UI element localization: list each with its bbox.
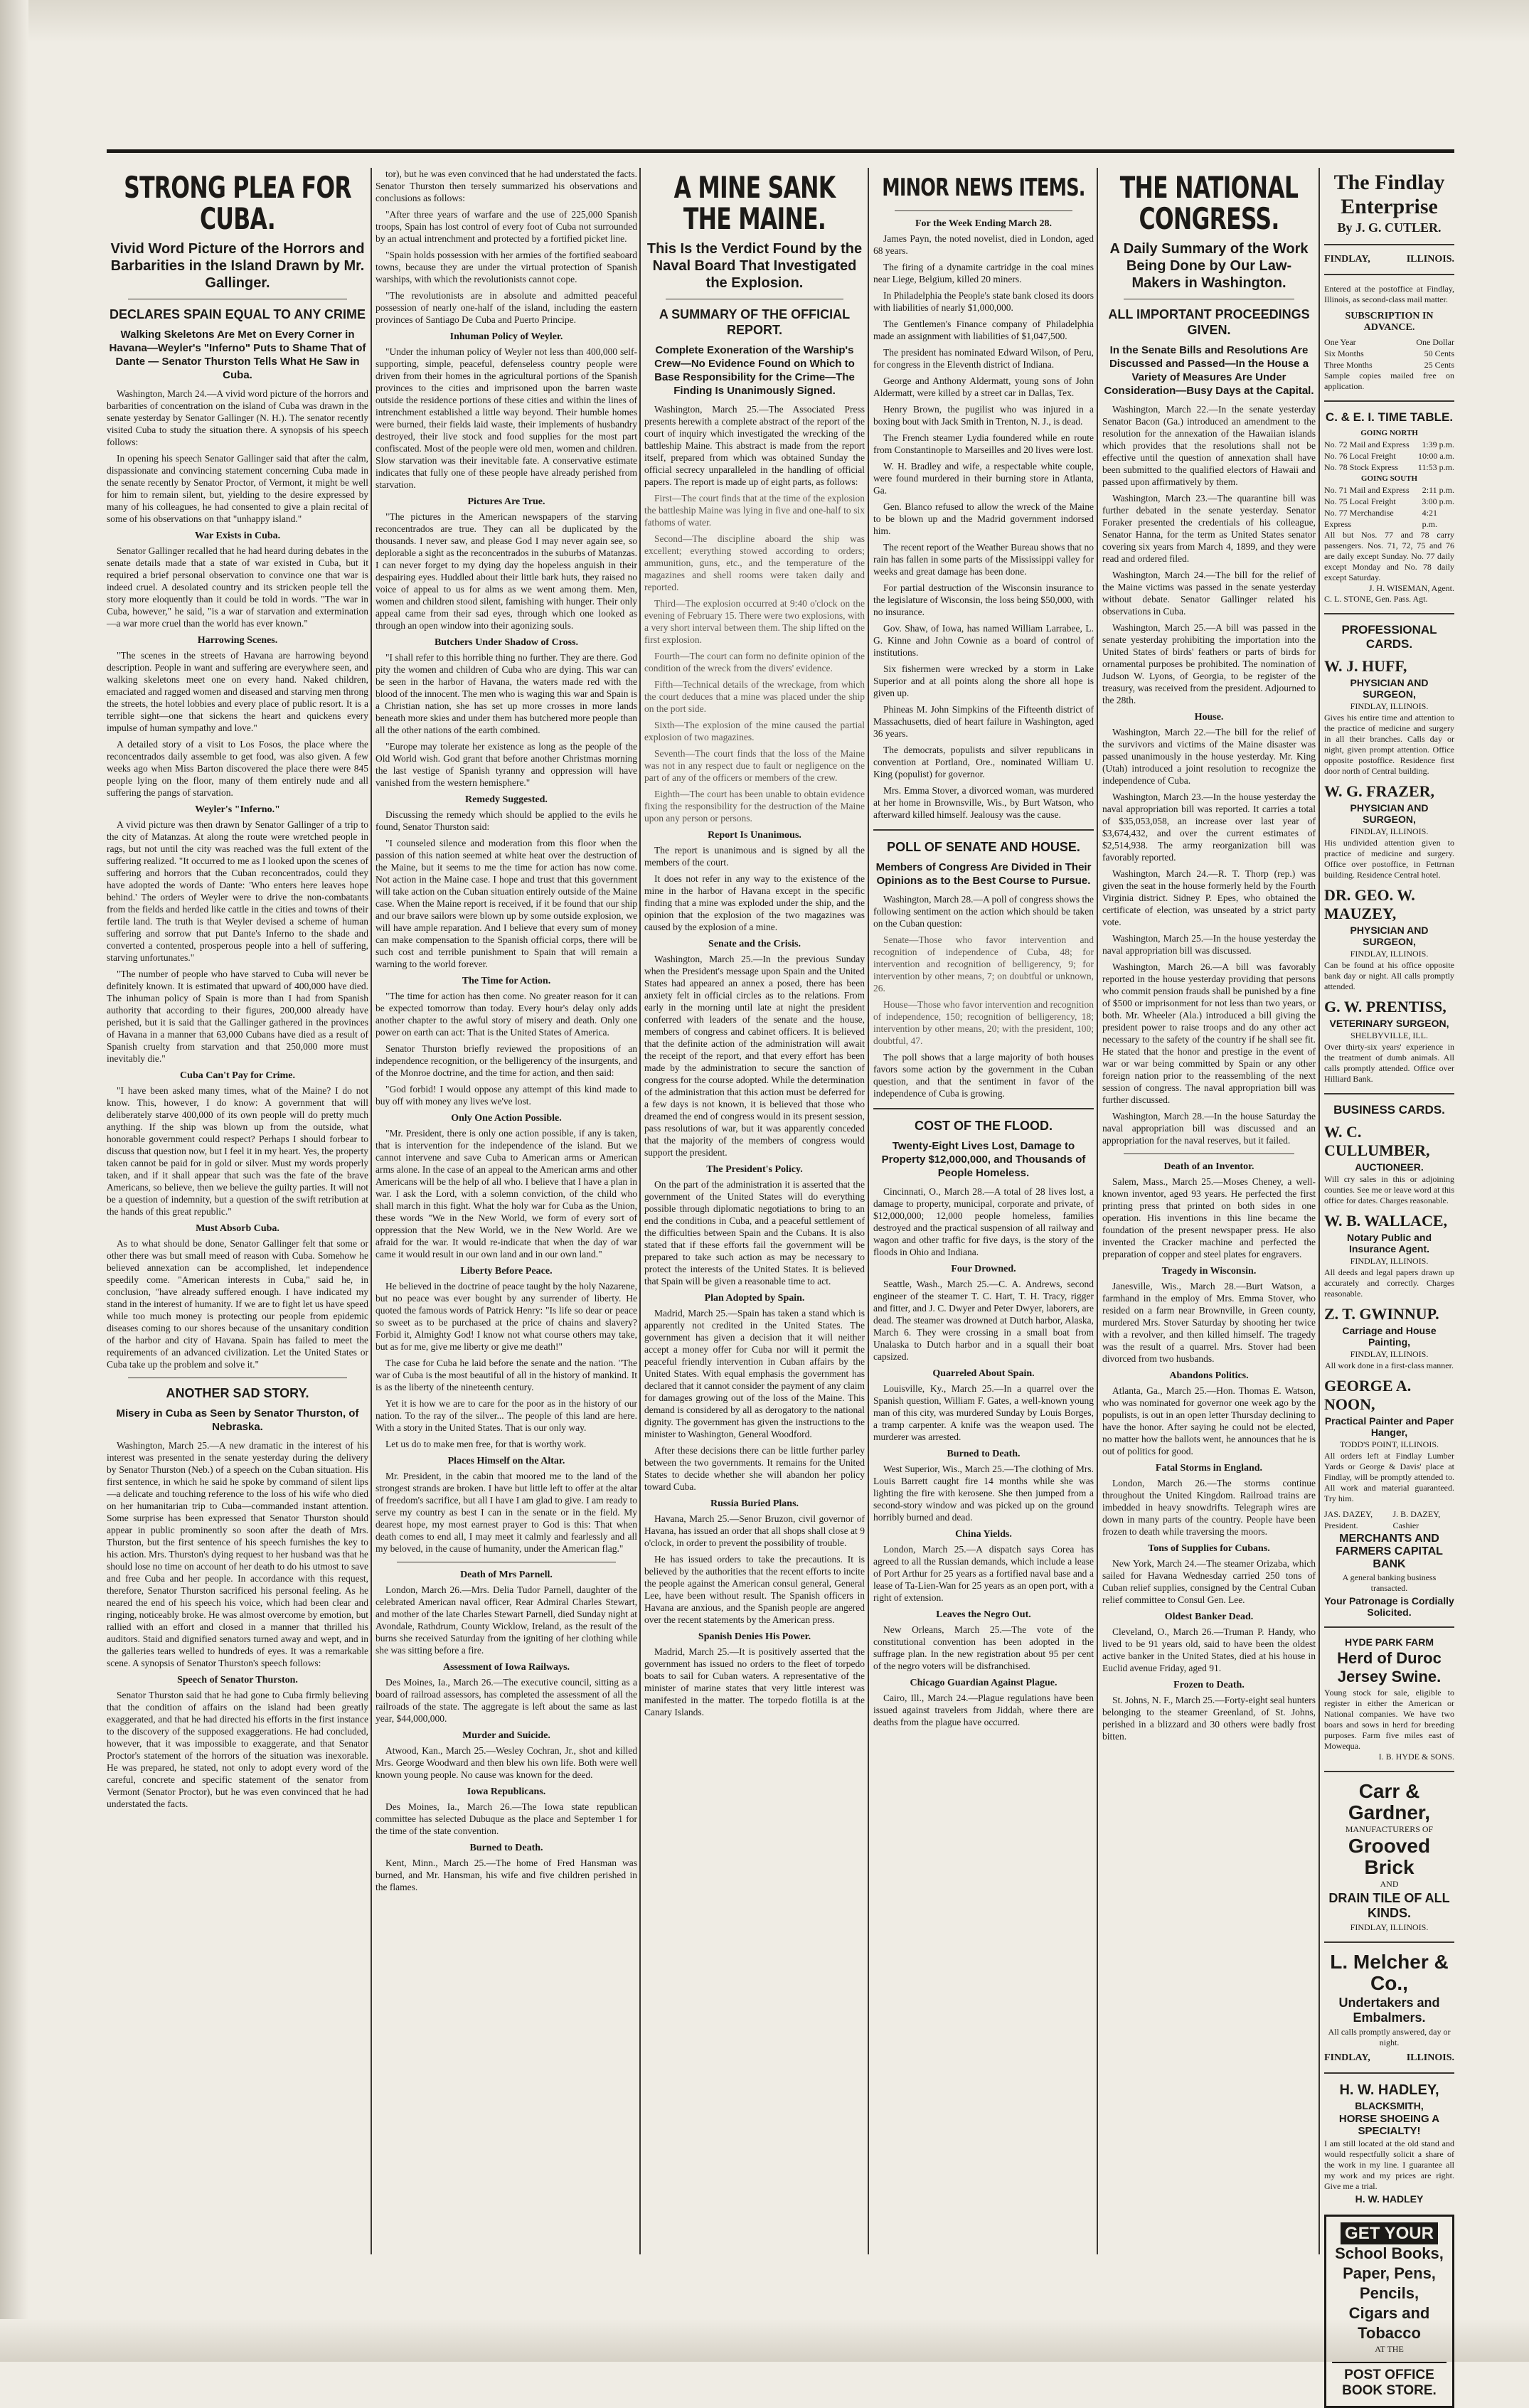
subhead: A SUMMARY OF THE OFFICIAL REPORT.: [659, 307, 851, 337]
table-row: [1324, 450, 1454, 462]
paragraph: In Philadelphia the People's state bank closed its doors with liabilities of nearly $1,000,000.: [873, 290, 1094, 313]
paragraph: Janesville, Wis., March 28.—Burt Watson, a farmhand in the employ of Mrs. Emma Stover, who resided on a farm near Brownville, in Green county, murdered Mrs. Stover Saturday by shooting her twice with a revolver, and then killed himself. The tragedy was the result of a quarrel. Mrs. Stover had been divorced from two husbands.: [1102, 1281, 1316, 1364]
column-cuba-gallinger: [107, 168, 368, 2254]
paragraph: The case for Cuba he laid before the senate and the nation. "The war of Cuba is the most beautiful of all in the history of mankind. It is as the liberty of the nineteenth century.: [375, 1358, 637, 1392]
card-text: Over thirty-six years' experience in the treatment of dumb animals. All calls promptly attended. Office over Hilliard Bank.: [1324, 1042, 1454, 1084]
paragraph: Cincinnati, O., March 28.—A total of 28 lives lost, a damage to property, municipal, corporate and private, of $12,000,000; 12,000 people homeless, families destroyed and the practical suspension of all railway and wagon and other traffic for five days, is the story of the floods in Ohio and Indiana.: [873, 1186, 1094, 1257]
paragraph: Eighth—The court has been unable to obtain evidence fixing the responsibility for the destruction of the Maine upon any person or persons.: [644, 789, 865, 824]
table-row: [1324, 484, 1454, 496]
divider: [1324, 244, 1454, 245]
melcher-location: [1324, 2052, 1454, 2064]
card-text: All orders left at Findlay Lumber Yards or George & Davis' place at Findlay, will be promptly attended to. All work and material guaranteed. Try him.: [1324, 1451, 1454, 1503]
deck: A Daily Summary of the Work Being Done by Our Law-Makers in Washington.: [1109, 241, 1309, 291]
card-name: GEORGE A. NOON,: [1324, 1377, 1412, 1413]
hadley-title: BLACKSMITH,: [1355, 2100, 1424, 2111]
headline: MINOR NEWS ITEMS.: [882, 174, 1085, 202]
paragraph: Senator Thurston briefly reviewed the propositions of an independence recognition, or the belligerency of the insurgents, and of the Monroe doctrine, and the time for action, and then said:: [375, 1043, 637, 1078]
table-row: [1324, 348, 1454, 359]
crosshead: Tragedy in Wisconsin.: [1161, 1266, 1257, 1277]
crosshead: Russia Buried Plans.: [710, 1498, 799, 1509]
hadley-text: I am still located at the old stand and would respectfully solicit a share of the work in my line. I guarantee all my work and my prices are right. Give me a trial.: [1324, 2138, 1454, 2191]
headline: A MINE SANK THE MAINE.: [673, 170, 836, 236]
row-value: One Dollar: [1416, 337, 1454, 347]
card-town: FINDLAY, ILLINOIS.: [1350, 1256, 1429, 1266]
paragraph: Third—The explosion occurred at 9:40 o'clock on the evening of February 15. There were two explosions, with a very short interval between them. The ship lifted on the first explosion.: [644, 598, 865, 645]
table-row: [1324, 507, 1454, 530]
masthead-title: The Findlay Enterprise: [1333, 171, 1445, 218]
crosshead: Only One Action Possible.: [451, 1113, 562, 1124]
row-label: No. 77 Merchandise Express: [1324, 508, 1394, 529]
card-title: PHYSICIAN AND SURGEON,: [1350, 925, 1429, 947]
top-rule: [107, 149, 1454, 153]
paragraph: New York, March 24.—The steamer Orizaba, which sailed for Havana Wednesday carried 250 tons of Cuban relief supplies, consigned by the Central Cuban relief committee to Consul Gen. Lee.: [1102, 1558, 1316, 1605]
divider: [1324, 1771, 1454, 1772]
row-value: 25 Cents: [1424, 360, 1454, 370]
carr-drain-tile: DRAIN TILE OF ALL KINDS.: [1328, 1891, 1450, 1920]
paragraph: Gov. Shaw, of Iowa, has named William Larrabee, L. G. Kinne and John Cownie as a board of control of institutions.: [873, 623, 1094, 658]
melcher-town: FINDLAY,: [1324, 2052, 1370, 2063]
crosshead: Remedy Suggested.: [465, 794, 548, 805]
column-maine-report: [644, 168, 865, 2254]
business-cards-heading: BUSINESS CARDS.: [1333, 1103, 1445, 1117]
ad-lines: [1332, 2244, 1447, 2343]
row-label: Three Months: [1324, 360, 1373, 370]
crosshead: War Exists in Cuba.: [194, 531, 281, 541]
bank-cashier: J. B. DAZEY, Cashier: [1392, 1509, 1441, 1530]
paragraph: James Payn, the noted novelist, died in London, aged 68 years.: [873, 233, 1094, 256]
paragraph: Washington, March 22.—The bill for the relief of the survivors and victims of the Maine disaster was passed unanimously in the house yesterday. Mr. King (Utah) introduced a joint resolution to recognize the independence of Cuba.: [1102, 727, 1316, 786]
card-text: Will cry sales in this or adjoining counties. See me or leave word at this office for dates. Charges reasonable.: [1324, 1174, 1454, 1205]
card-title: PHYSICIAN AND SURGEON,: [1350, 677, 1429, 700]
paragraph: Washington, March 28.—In the house Saturday the naval appropriation bill was discussed and an appropriation for the naval reserves, but it failed.: [1102, 1111, 1316, 1146]
crosshead: Oldest Banker Dead.: [1164, 1611, 1254, 1622]
row-label: No. 76 Local Freight: [1324, 451, 1396, 461]
paragraph: Madrid, March 25.—Spain has taken a stand which is apparently not credited in the United States. The government has given a decision that it will neither accept a money offer for Cuba nor will it permit the peaceful friendly intervention in Cuban affairs by the United States. With equal emphasis the government has declared that it cannot consider the payment of any claim for damages growing out of the loss of the Maine. This demand is considered by all as derogatory to the national dignity. The government has given the instructions to the minister to Washington, General Woodford.: [644, 1308, 865, 1439]
timetable-south-label: GOING SOUTH: [1360, 474, 1418, 483]
paragraph: Discussing the remedy which should be applied to the evils he found, Senator Thurston said:: [375, 809, 637, 832]
headline: STRONG PLEA FOR CUBA.: [124, 170, 351, 236]
row-label: No. 75 Local Freight: [1324, 496, 1396, 506]
card-title: Carriage and House Painting,: [1342, 1325, 1437, 1348]
crosshead: Senate and the Crisis.: [708, 939, 801, 949]
paragraph: A vivid picture was then drawn by Senator Gallinger of a trip to the city of Matanzas. At along the route were wretched people in rags, but not until the city was reached was the full extent of the suffering realized. "It occurred to me as I looked upon the scenes of suffering and horrors that the Cuban reconcentrados, could they have adopted the words of Dante: 'Who enters here leaves hope behind.' The orders of Weyler were to drive the non-combatants from the fields and herded like cattle in the cities and towns of their fertile land. The truth is that Weyler devised a scheme of human suffering and sorrow that put Dante's Inferno to the shade and converted a contented, prosperous people into a hell of suffering, starving unfortunates.": [107, 819, 368, 963]
crosshead: Report Is Unanimous.: [708, 830, 801, 841]
card-name: W. C. CULLUMBER,: [1324, 1123, 1430, 1159]
crosshead: House.: [1194, 712, 1224, 723]
paragraph: The report is unanimous and is signed by all the members of the court.: [644, 845, 865, 868]
paragraph: "God forbid! I would oppose any attempt of this kind made to buy off with money any lives we've lost.: [375, 1084, 637, 1107]
paragraph: Yet it is how we are to care for the poor as in the history of our nation. To the ray of the silver... The people of this land are here. With a story in the United States. That is our only way.: [375, 1398, 637, 1433]
row-value: 4:21 p.m.: [1422, 508, 1437, 529]
bank-president: JAS. DAZEY, President.: [1324, 1509, 1373, 1530]
ad-line: Cigars and Tobacco: [1348, 2304, 1430, 2342]
subdeck: Misery in Cuba as Seen by Senator Thurston, of Nebraska.: [116, 1407, 359, 1433]
crosshead: Leaves the Negro Out.: [936, 1609, 1031, 1620]
scan-shadow-top: [0, 0, 1529, 43]
ad-line: Paper, Pens, Pencils,: [1343, 2264, 1436, 2302]
crosshead: Burned to Death.: [947, 1449, 1021, 1459]
column-rule: [868, 168, 869, 2254]
subdeck: Walking Skeletons Are Met on Every Corner in Havana—Weyler's "Inferno" Puts to Shame That of Dante — Senator Thurston Tells What He Saw in Cuba.: [109, 329, 366, 381]
card-name: W. J. HUFF,: [1324, 657, 1407, 675]
column-national-congress: [1102, 168, 1316, 2254]
crosshead: Burned to Death.: [469, 1843, 543, 1853]
card-title: VETERINARY SURGEON,: [1329, 1018, 1449, 1029]
divider: [1324, 400, 1454, 402]
table-row: [1324, 336, 1454, 348]
paragraph: Washington, March 23.—In the house yesterday the naval appropriation bill was reported. It carries a total of $35,053,058, an increase over last year of $3,674,432, and over the current estimates of $2,514,938. The army reorganization bill was favorably reported.: [1102, 792, 1316, 863]
paragraph: He believed in the doctrine of peace taught by the holy Nazarene, but no peace was ever bought by any surrender of liberty. He quoted the famous words of Patrick Henry: "Is life so dear or peace so sweet as to be purchased at the price of chains and slavery? Forbid it, Almighty God! I know not what course others may take, but as for me, give me liberty or give me death!": [375, 1281, 637, 1352]
paragraph: W. H. Bradley and wife, a respectable white couple, were found murdered in their burning store in Atlanta, Ga.: [873, 461, 1094, 496]
crosshead: Liberty Before Peace.: [460, 1266, 553, 1277]
bank-officers: [1324, 1508, 1454, 1531]
melcher-state: ILLINOIS.: [1406, 2052, 1454, 2063]
column-rule: [1318, 168, 1320, 2254]
paragraph: After these decisions there can be little further parley between the two governments. It remains for the United States to decide whether she will abandon her policy toward Cuba.: [644, 1445, 865, 1492]
paragraph: Atwood, Kan., March 25.—Wesley Cochran, Jr., shot and killed Mrs. George Woodward and then blew his own life. Both were well known young people. No cause was known for the deed.: [375, 1745, 637, 1780]
card-title: AUCTIONEER.: [1355, 1161, 1424, 1173]
masthead-town: FINDLAY,: [1324, 254, 1370, 265]
masthead-state: ILLINOIS.: [1406, 254, 1454, 265]
paragraph: A detailed story of a visit to Los Fosos, the place where the reconcentrados daily assemble to get food, was also given. A few weeks ago when Miss Barton discovered the place there were 845 people lying on the floor, many of them entirely nude and all suffering the pangs of starvation.: [107, 739, 368, 798]
paragraph: "Europe may tolerate her existence as long as the people of the Old World wish. God grant that before another Christmas morning the last vestige of Spanish tyranny and oppression will have vanished from the western hemisphere.": [375, 741, 637, 788]
subscription-rates: [1324, 336, 1454, 371]
ad-at: AT THE: [1375, 2344, 1404, 2354]
subdeck: In the Senate Bills and Resolutions Are Discussed and Passed—In the House a Variety of Measures Are Under Consideration—Busy Days at the Capital.: [1104, 344, 1314, 397]
paragraph: It does not refer in any way to the existence of the mine in the harbor of Havana except in the specific finding that a mine was exploded under the ship, and the opinion that the explosion of the two magazines was caused by the explosion of a mine.: [644, 873, 865, 932]
card-text: All deeds and legal papers drawn up accurately and correctly. Charges reasonable.: [1324, 1267, 1454, 1299]
paragraph: London, March 26.—Mrs. Delia Tudor Parnell, daughter of the celebrated American naval officer, Rear Admiral Charles Stewart, and mother of the late Charles Stewart Parnell, died Sunday night at Avondale, Rathdrum, County Wicklow, Ireland, as the result of the burns she received Saturday from the igniting of her clothing while she was sitting before a fire.: [375, 1584, 637, 1656]
paragraph: "The number of people who have starved to Cuba will never be definitely known. It is estimated that upward of 400,000 have died. The inhuman policy of Spain is more than I had from Spanish authority that according to their figures, 200,000 already have perished, but it is said that the Gallinger gathered in the provinces of Havana in a manner that 63,000 Cubans have died as a result of Spanish cruelty from starvation and that 250,000 more must inevitably die.": [107, 969, 368, 1064]
crosshead: Harrowing Scenes.: [197, 635, 278, 646]
paragraph: The poll shows that a large majority of both houses favors some action by the government in the Cuban question, and that the sentiment in favor of the independence of Cuba is growing.: [873, 1052, 1094, 1099]
crosshead: Plan Adopted by Spain.: [704, 1293, 805, 1304]
row-value: 50 Cents: [1424, 348, 1454, 358]
subdeck: Complete Exoneration of the Warship's Crew—No Evidence Found on Which to Base Responsibility for the Crime—The Finding Is Unanimously Signed.: [654, 344, 855, 397]
divider: [873, 829, 1094, 831]
ad-line: School Books,: [1335, 2244, 1444, 2262]
paragraph: Henry Brown, the pugilist who was injured in a boxing bout with Jack Smith in Trenton, N. J., is dead.: [873, 404, 1094, 427]
farm-signature: I. B. HYDE & SONS.: [1378, 1752, 1454, 1762]
crosshead: Death of Mrs Parnell.: [460, 1570, 553, 1580]
paragraph: Washington, March 24.—A vivid word picture of the horrors and barbarities of concentration on the island of Cuba was drawn in the senate yesterday by Senator Gallinger (N. H.). The senator recently visited Cuba to study the situation there. A synopsis of his speech follows:: [107, 388, 368, 447]
subhead: DECLARES SPAIN EQUAL TO ANY CRIME: [109, 307, 366, 321]
paragraph: Kent, Minn., March 25.—The home of Fred Hansman was burned, and Mr. Hansman, his wife and five children perished in the flames.: [375, 1858, 637, 1892]
card-title: Notary Public and Insurance Agent.: [1346, 1232, 1432, 1254]
paragraph: Havana, March 25.—Senor Bruzon, civil governor of Havana, has issued an order that all shops shall close at 9 o'clock, in order to prevent the possibility of trouble.: [644, 1513, 865, 1548]
ad-lead: GET YOUR: [1341, 2222, 1438, 2244]
paragraph: Sixth—The explosion of the mine caused the partial explosion of two magazines.: [644, 720, 865, 742]
row-value: 1:39 p.m.: [1422, 439, 1454, 449]
carr-mfg: MANUFACTURERS OF: [1345, 1824, 1434, 1834]
row-value: 10:00 a.m.: [1418, 451, 1454, 461]
paragraph: Washington, March 28.—A poll of congress shows the following sentiment on the action which should be taken on the Cuban question:: [873, 894, 1094, 929]
bank-name: MERCHANTS AND FARMERS CAPITAL BANK: [1336, 1533, 1443, 1570]
paragraph: The recent report of the Weather Bureau shows that no rain has fallen in some parts of the Mississippi valley for weeks and great damage has been done.: [873, 542, 1094, 577]
crosshead: Places Himself on the Altar.: [447, 1456, 565, 1466]
professional-cards-heading: PROFESSIONAL CARDS.: [1341, 623, 1437, 651]
hadley-name: H. W. HADLEY,: [1339, 2082, 1439, 2098]
farm-text: Young stock for sale, eligible to register in either the American or National companies. We have two boars and sows in herd for breeding purposes. Farm five miles east of Mowequa.: [1324, 1688, 1454, 1751]
card-text: His undivided attention given to practice of medicine and surgery. Office over postoffice, in Fettrnan building. Residence Central hotel.: [1324, 838, 1454, 880]
paragraph: Washington, March 25.—The Associated Press presents herewith a complete abstract of the report of the court of inquiry which investigated the wrecking of the battleship Maine. This abstract is made from the report itself, prepared from which was obtained Sunday the official secrecy unparalleled in the handling of official papers. The report is made up of eight parts, as follows:: [644, 404, 865, 487]
crosshead: Tons of Supplies for Cubans.: [1148, 1543, 1270, 1554]
paragraph: Cairo, Ill., March 24.—Plague regulations have been issued against travelers from Jiddah, where there are deaths from the plague have occurred.: [873, 1693, 1094, 1727]
paragraph: St. Johns, N. F., March 25.—Forty-eight seal hunters belonging to the steamer Greenland, of St. Johns, perished in a blizzard and 30 others were badly frost bitten.: [1102, 1695, 1316, 1742]
post-office-book-store-ad: [1324, 2215, 1454, 2408]
paragraph: George and Anthony Aldermatt, young sons of John Aldermatt, were killed by a street car in Dallas, Tex.: [873, 375, 1094, 398]
paragraph: Washington, March 26.—A bill was favorably reported in the house yesterday providing that persons who commit pension frauds shall be punished by a fine of $500 or imprisonment for not less than two years, or both. Mr. Wheeler (Ala.) introduced a bill giving the president power to raise troops and do any other act necessary to the safety of the country if he shall see fit. He stated that the honor and prestige in the event of war or war being committed by Spain or any other foreign nation prior to the reassembling of the next session of congress. The naval appropriation bill was further discussed.: [1102, 961, 1316, 1105]
paragraph: "The revolutionists are in absolute and admitted peaceful possession of nearly one-half of the island, including the eastern provinces of Santiago De Cuba and Puerto Principe.: [375, 290, 637, 325]
divider: [1324, 1626, 1454, 1628]
paragraph: Des Moines, Ia., March 26.—The Iowa state republican committee has selected Dubuque as the place and September 1 for the time of the state convention.: [375, 1801, 637, 1836]
paragraph: Six fishermen were wrecked by a storm in Lake Superior and at all points along the shore all hope is given up.: [873, 664, 1094, 698]
paragraph: Gen. Blanco refused to allow the wreck of the Maine to be blown up and the Madrid government indorsed him.: [873, 501, 1094, 536]
deck: Vivid Word Picture of the Horrors and Barbarities in the Island Drawn by Mr. Gallinger.: [110, 241, 365, 291]
subscription-note: Sample copies mailed free on application.: [1324, 371, 1454, 391]
crosshead: For the Week Ending March 28.: [915, 218, 1053, 229]
row-value: 11:53 p.m.: [1417, 462, 1454, 472]
masthead-editor: By J. G. CUTLER.: [1337, 220, 1442, 235]
timetable-north-label: GOING NORTH: [1360, 429, 1418, 437]
crosshead: Fatal Storms in England.: [1155, 1463, 1263, 1474]
table-row: [1324, 439, 1454, 450]
paragraph: "Mr. President, there is only one action possible, if any is taken, that is intervention for the independence of the island. But we cannot intervene and save Cuba to American arms or American arms alone. In the case of an appeal to the American arms and other Americans will be the help of all who. I believe that I have a plan in war. I ask the Lord, with a solemn conviction, of the child who shall march in this fight. What the holy war for Cuba as the Union, these words "We in the New World, we form of every sort of oppression that the New World, we in the New World. Are we afraid for the war. It would re-indicate that when the day of war came it would result in our own land and in our own land.": [375, 1128, 637, 1259]
crosshead: Abandons Politics.: [1169, 1370, 1249, 1381]
scan-shadow-bottom: [0, 2319, 1529, 2362]
card-town: FINDLAY, ILLINOIS.: [1350, 1349, 1429, 1359]
carr-and: AND: [1380, 1879, 1399, 1889]
paragraph: New Orleans, March 25.—The vote of the constitutional convention has been adopted in the suffrage plan. In the new registration about 95 per cent of the negro voters will be disfranchised.: [873, 1624, 1094, 1671]
paragraph: Fourth—The court can form no definite opinion of the condition of the wreck from the divers' evidence.: [644, 651, 865, 673]
carr-town: FINDLAY, ILLINOIS.: [1350, 1922, 1429, 1932]
paragraph: tor), but he was even convinced that he had understated the facts. Senator Thurston then tersely summarized his observations and conclusions as follows:: [375, 169, 637, 203]
paragraph: First—The court finds that at the time of the explosion the battleship Maine was lying in five and one-half to six fathoms of water.: [644, 493, 865, 528]
paragraph: Washington, March 24.—The bill for the relief of the Maine victims was passed in the senate yesterday without debate. Senator Gallinger related his observations in Cuba.: [1102, 570, 1316, 617]
row-value: 2:11 p.m.: [1422, 485, 1454, 495]
bank-slogan: Your Patronage is Cordially Solicited.: [1324, 1595, 1454, 1618]
column-minor-news: [873, 168, 1094, 2254]
card-name: DR. GEO. W. MAUZEY,: [1324, 886, 1415, 922]
farm-heading: HYDE PARK FARM: [1345, 1636, 1434, 1648]
headline: THE NATIONAL CONGRESS.: [1119, 170, 1299, 236]
paragraph: Madrid, March 25.—It is positively asserted that the government has issued no orders to the fleet of torpedo boats to sail for Cuban waters. A representative of the minister of marine states that very little interest was manifested in the matter. The torpedo flotilla is at the Canary Islands.: [644, 1646, 865, 1717]
melcher-text: All calls promptly answered, day or night.: [1328, 2027, 1451, 2047]
bank-line: A general banking business transacted.: [1342, 1572, 1437, 1593]
paragraph: "Under the inhuman policy of Weyler not less than 400,000 self-supporting, simple, peaceful, defenseless country people were driven from their homes in the agricultural portions of the Spanish provinces to the cities and imprisoned upon the barren waste outside the residence portions of these cities and within the lines of intrenchment established a little way beyond. Their humble homes were burned, their fields laid waste, their implements of husbandry destroyed, their live stock and food supplies for the most part confiscated. Most of the people were old men, women and children. Slow starvation was their inevitable fate. A conservative estimate indicates that fully one of these people have already perished from starvation.: [375, 346, 637, 490]
crosshead: Chicago Guardian Against Plague.: [910, 1678, 1057, 1688]
card-text: All work done in a first-class manner.: [1325, 1360, 1454, 1370]
table-row: [1324, 496, 1454, 507]
paragraph: Mr. President, in the cabin that moored me to the land of the strongest strands are broken. I have but little left to offer at the altar of freedom's sacrifice, but all I have I am glad to give. I am ready to serve my country as best I can in the senate or in the field. My dearest hope, my most earnest prayer to God is this: That when death comes to end all, I may meet it calmly and fearlessly and all my beloved, in the cause of humanity, under the American flag.": [375, 1471, 637, 1554]
timetable-heading: C. & E. I. TIME TABLE.: [1325, 410, 1454, 424]
subhead: ALL IMPORTANT PROCEEDINGS GIVEN.: [1108, 307, 1310, 337]
paragraph: Mrs. Emma Stover, a divorced woman, was murdered at her home in Brownsville, Wis., by Burt Watson, who afterward killed himself. Jealousy was the cause.: [873, 785, 1094, 820]
paragraph: Phineas M. John Simpkins of the Fifteenth district of Massachusetts, died of heart failure in Washington, aged 36 years.: [873, 704, 1094, 739]
crosshead: Death of an Inventor.: [1163, 1161, 1254, 1172]
paragraph: "I counseled silence and moderation from this floor when the passion of this nation seemed at white heat over the destruction of the Maine, but it seems to me the time for action has now come. Not action in the Maine case. I hope and trust that this government will take action on the Cuban situation entirely outside of the Maine case. When the Maine report is received, if it be found that our ship and our brave sailors were blown up by some outside explosion, we will have ample reparation. And I believe that every sum of money can make compensation to the Spanish official corps, there will be such cost and terrible punishment to Spain that will remain a warning to the world forever.: [375, 838, 637, 969]
table-row: [1324, 462, 1454, 473]
row-label: Six Months: [1324, 348, 1364, 358]
paragraph: London, March 26.—The storms continue throughout the United Kingdom. Railroad trains are imbedded in heavy snowdrifts. Telegraph wires are down in many parts of the country. People have been frozen to death while traversing the moors.: [1102, 1478, 1316, 1537]
masthead-location: [1324, 254, 1454, 265]
card-name: W. B. WALLACE,: [1324, 1212, 1448, 1230]
paragraph: Cleveland, O., March 26.—Truman P. Handy, who lived to be 91 years old, said to have been the oldest active banker in the United States, died at his house in Euclid avenue Friday, aged 91.: [1102, 1626, 1316, 1673]
paragraph: As to what should be done, Senator Gallinger felt that some or other there was but small meed of reason with Cuba. Somehow he believed annexation can be accomplished, let independence speedily come. "American interests in Cuba," said he, in conclusion, "have already suffered enough. I have indicated my stand in the interest of humanity. If we are to fight let us have speed while too much money is protecting our people from epidemic diseases coming to our shores because of the unsanitary condition of the harbor and city of Havana. Spain has failed to meet the requirements of an advanced civilization. Let the United States or Cuba take up the problem and solve it.": [107, 1238, 368, 1370]
crosshead: Inhuman Policy of Weyler.: [449, 331, 563, 342]
crosshead: Cuba Can't Pay for Crime.: [180, 1070, 295, 1081]
paragraph: The French steamer Lydia foundered while en route from Constantinople to Marseilles and 20 lives were lost.: [873, 432, 1094, 455]
subhead: POLL OF SENATE AND HOUSE.: [887, 840, 1080, 854]
card-town: TODD'S POINT, ILLINOIS.: [1339, 1439, 1439, 1449]
paragraph: "Spain holds possession with her armies of the fortified seaboard towns, because they are under the virtual protection of Spanish warships, with which the revolutionists cannot cope.: [375, 250, 637, 284]
newspaper-page: [107, 149, 1454, 2398]
paragraph: For partial destruction of the Wisconsin insurance to the legislature of Wisconsin, the loss being $50,000, with no insurance.: [873, 582, 1094, 617]
column-rule: [1097, 168, 1098, 2254]
paragraph: The democrats, populists and silver republicans in convention at Portland, Ore., nominated William U. King (populist) for governor.: [873, 745, 1094, 779]
paragraph: "I shall refer to this horrible thing no further. They are there. God pity the women and children of Cuba who are dying. This war can be seen in the harbor of Havana, the waters made red with the blood of the innocent. The men who is waging this war and Spain is a Christian nation, she has set up more crosses in more lands beneath more skies and under them has butchered more people than all the other nations of the earth combined.: [375, 652, 637, 735]
paragraph: Second—The discipline aboard the ship was excellent; everything stowed according to orders; ammunition, guns, etc., and the temperature of the magazines and shell rooms were taken daily and reported.: [644, 533, 865, 592]
divider: [1324, 613, 1454, 614]
column-cuba-continued: [375, 168, 637, 2254]
melcher-title: Undertakers and Embalmers.: [1338, 1996, 1440, 2025]
paragraph: House—Those who favor intervention and recognition of independence, 150; recognition of belligerency, 18; intervention by other means, 20; with the president, 100; doubtful, 47.: [873, 999, 1094, 1046]
hadley-specialty: HORSE SHOEING A SPECIALTY!: [1338, 2113, 1440, 2137]
paragraph: The firing of a dynamite cartridge in the coal mines near Liege, Belgium, killed 20 miners.: [873, 262, 1094, 284]
crosshead: Frozen to Death.: [1173, 1680, 1245, 1690]
paragraph: Fifth—Technical details of the wreckage, from which the court deduces that a mine was placed under the ship on the port side.: [644, 679, 865, 714]
crosshead: The Time for Action.: [462, 976, 551, 986]
carr-gardner-name: Carr & Gardner,: [1348, 1780, 1431, 1823]
column-rule: [639, 168, 641, 2254]
crosshead: Must Absorb Cuba.: [196, 1223, 279, 1234]
carr-grooved-brick: Grooved Brick: [1348, 1835, 1431, 1878]
timetable-gen-agent: C. L. STONE, Gen. Pass. Agt.: [1324, 594, 1428, 604]
row-label: No. 71 Mail and Express: [1324, 485, 1410, 495]
column-masthead-ads: [1324, 168, 1454, 2398]
paragraph: "The time for action has then come. No greater reason for it can be expected tomorrow than today. Every hour's delay only adds another chapter to the awful story of misery and death. Only one power on earth can act: That is the United States of America.: [375, 991, 637, 1038]
divider: [1324, 2072, 1454, 2074]
paragraph: Washington, March 25.—A new dramatic in the interest of his interest was presented in the senate yesterday during the delivery by Senator Thurston (Neb.) of a speech on the Cuban situation. His first sentence, in which he said he spoke by command of silent lips—a delicate and touching reference to the loss of his wife who died on her humanitarian trip to Cuba—commanded instant attention. Some surprise has been expressed that Senator Thurston should appear in public prominently so soon after the death of Mrs. Thurston, but the first sentence of his speech furnishes the key to his action. Mrs. Thurston's dying request to her husband was that he should lose no time on account of her death to do his utmost to save and free Cuba and her people. In accordance with this request, therefore, Senator Thurston sacrificed his personal feeling. As he neared the end of his speech his voice, which had been clear and ringing, noticeably broke. He was almost overcome by emotion, but rallied with an effort and closed in a manner that thrilled his auditors. Staid and dignified senators turned away and wept, and in the galleries tears welled to hundreds of eyes. It was a remarkable scene. A synopsis of Senator Thurston's speech follows:: [107, 1440, 368, 1668]
paragraph: Senate—Those who favor intervention and recognition of independence of Cuba, 48; for intervention and recognition of belligerency, 9; for intervention by other means, 7; on doubtful or unknown, 26.: [873, 934, 1094, 993]
card-text: Can be found at his office opposite bank day or night. All calls promptly attended.: [1324, 960, 1454, 991]
card-town: FINDLAY, ILLINOIS.: [1350, 826, 1429, 836]
paragraph: Louisville, Ky., March 25.—In a quarrel over the Spanish question, William F. Gates, a well-known young man of this city, was murdered Sunday by Louis Borges, a tramp carpenter. A knife was the weapon used. The murderer was arrested.: [873, 1383, 1094, 1442]
hadley-signature: H. W. HADLEY: [1355, 2193, 1424, 2205]
paragraph: "I have been asked many times, what of the Maine? I do not know. This, however, I do know: A government that will deliberately starve 400,000 of its own people will do pretty much anything. If the ship was blown up from the outside, what honorable government could respect? Perhaps I should forbear to discuss that question now, but I feel it in my heart. Yes, the property taken cannot be paid for in gold or silver. Must my words properly taken, and if it shall appear that such was the fate of the brave Americans, so believe, then we believe the guilty parties. It will not be a question of indemnity, but a question of the swift retribution at the hands of this great republic.": [107, 1085, 368, 1217]
paragraph: Let us do to make men free, for that is worthy work.: [385, 1439, 587, 1449]
crosshead: Spanish Denies His Power.: [698, 1631, 811, 1642]
paragraph: The Gentlemen's Finance company of Philadelphia made an assignment with liabilities of $1,047,500.: [873, 319, 1094, 341]
timetable-south: [1324, 484, 1454, 530]
subdeck: Members of Congress Are Divided in Their Opinions as to the Best Course to Pursue.: [875, 861, 1092, 887]
crosshead: Pictures Are True.: [467, 496, 545, 507]
card-town: SHELBYVILLE, ILL.: [1350, 1030, 1428, 1040]
scan-shadow-left: [0, 0, 28, 2362]
ad-store-name: POST OFFICE BOOK STORE.: [1332, 2362, 1447, 2399]
crosshead: Butchers Under Shadow of Cross.: [434, 637, 579, 648]
card-title: PHYSICIAN AND SURGEON,: [1350, 802, 1429, 825]
crosshead: Quarreled About Spain.: [932, 1368, 1035, 1379]
timetable-north: [1324, 439, 1454, 473]
paragraph: Des Moines, Ia., March 26.—The executive council, sitting as a board of railroad assessors, has completed the assessment of all the railroads of the state. The aggregate is left about the same as last year, $44,000,000.: [375, 1677, 637, 1724]
paragraph: West Superior, Wis., March 25.—The clothing of Mrs. Louis Barrett caught fire 14 months while she was lighting the fire with kerosene. She then jumped from a second-story window and was picked up on the ground horribly burned and dead.: [873, 1464, 1094, 1523]
crosshead: Murder and Suicide.: [462, 1730, 550, 1741]
card-text: Gives his entire time and attention to the practice of medicine and surgery in all their branches. Calls day or night, given prompt attention. Office opposite postoffice. Residence first door north of Central building.: [1324, 713, 1454, 776]
card-name: Z. T. GWINNUP.: [1324, 1305, 1439, 1323]
paragraph: Senator Thurston said that he had gone to Cuba firmly believing that the condition of affairs on the island had been greatly exaggerated, and that he had directed his efforts in the first instance to the discovery of the supposed exaggerations. He had concluded, however, that it was impossible to exaggerate, and that Senator Proctor's statement of the horrors of the situation was inexorable. He was prepared, he stated, not only to adopt every word of the careful, concrete and specific statement of the senator from Vermont (Senator Proctor), but he was even convinced that he had understated the facts.: [107, 1690, 368, 1809]
divider: [1324, 1941, 1454, 1943]
divider: [873, 1108, 1094, 1109]
row-label: No. 78 Stock Express: [1324, 462, 1398, 472]
paragraph: In opening his speech Senator Gallinger said that after the calm, dispassionate and convincing statement concerning Cuba made in the senate recently by Senator Proctor, of Vermont, it might be well for him to remain silent, but, yielding to the desire expressed by many of his colleagues, he had consented to give a plain recital of some of his observations on that "unhappy island.": [107, 453, 368, 524]
paragraph: "The pictures in the American newspapers of the starving reconcentrados are true. They can all be duplicated by the thousands. I never saw, and please God I may never again see, so deplorable a sight as the reconcentrados in the suburbs of Matanzas. I can never forget to my dying day the hopeless anguish in their despairing eyes. Huddled about their little bark huts, they raised no voice of appeal to us for alms as we went among them. Men, women and children stood silent, famishing with hunger. Their only appeal came from their sad eyes, through which one looked as through an open window into their agonizing souls.: [375, 511, 637, 631]
card-title: Practical Painter and Paper Hanger,: [1324, 1415, 1454, 1438]
divider: [1324, 274, 1454, 275]
paragraph: Seattle, Wash., March 25.—C. A. Andrews, second engineer of the steamer T. C. Hart, T. H. Tracy, rigger and fitter, and J. C. Dwyer and Peter Dwyer, laborers, are dead. The steamer was drowned at Dutch harbor, Alaska, March 6. They were crossing in a small boat from Unalaska to Dutch harbor and in a squall their boat capsized.: [873, 1279, 1094, 1362]
paragraph: Atlanta, Ga., March 25.—Hon. Thomas E. Watson, who was nominated for governor one week ago by the populists, is out in an open letter Thursday declining to have the honor. After saying he could not be elected, no matter how the ballots went, he announces that he is out of politics for good.: [1102, 1385, 1316, 1456]
crosshead: Weyler's "Inferno.": [195, 804, 280, 815]
timetable-agent: J. H. WISEMAN, Agent.: [1368, 583, 1454, 593]
paragraph: Washington, March 24.—R. T. Thorp (rep.) was given the seat in the house formerly held by the Fourth Virginia district. Sidney P. Epes, who obtained the certificate of election, was unseated by a strict party vote.: [1102, 868, 1316, 927]
card-town: FINDLAY, ILLINOIS.: [1350, 701, 1429, 711]
paragraph: Washington, March 22.—In the senate yesterday Senator Bacon (Ga.) introduced an amendment to the resolution for the annexation of the Hawaiian islands which provides that the resolutions shall not be effective until the question of annexation shall have been submitted to the qualified electors of Hawaii and passed upon affirmatively by them.: [1102, 404, 1316, 487]
crosshead: The President's Policy.: [706, 1164, 803, 1175]
paragraph: Washington, March 25.—In the previous Sunday when the President's message upon Spain and the United States had appeared an annex a posed, there has been anxiety felt in official circles as to the relations. From early in the morning until late at night the president conferred with leaders of the senate and the house, members of congress and cabinet officers. It is believed that the definite action of the administration will await the receipt of the report, and that every effort has been made by the administration to secure the sanction of congress for the course adopted. While the determination of the administration that this action must be deferred for a few days is not known, it is believed that those who dreamed the end of congress would in its present session, pass resolutions of war, but it was apparently conceded that the majority of the members of congress would support the president.: [644, 954, 865, 1158]
crosshead: Iowa Republicans.: [467, 1786, 546, 1797]
table-row: [1324, 359, 1454, 371]
crosshead: Assessment of Iowa Railways.: [442, 1662, 570, 1673]
paragraph: The president has nominated Edward Wilson, of Peru, for congress in the Eleventh district of Indiana.: [873, 347, 1094, 370]
deck: This Is the Verdict Found by the Naval Board That Investigated the Explosion.: [646, 241, 863, 291]
paragraph: Salem, Mass., March 25.—Moses Cheney, a well-known inventor, aged 93 years. He perfected the first printing press that printed on both sides in one operation. His inventions in this line became the foundation of the present newspaper press. He also invented the Cracker machine and perfected the preparation of copper and steel plates for engravers.: [1102, 1176, 1316, 1259]
crosshead: Speech of Senator Thurston.: [177, 1675, 298, 1685]
row-value: 3:00 p.m.: [1422, 496, 1454, 506]
paragraph: On the part of the administration it is asserted that the government of the United States will do everything possible through diplomatic negotiations to bring to an end the conditions in Cuba, and a peaceful settlement of the difficulties between Spain and the Cubans. It is also stated that if these efforts fail the government will be prepared to take such action as may be necessary to protect the interests of the United States. It is believed that Spain will be given a reasonable time to act.: [644, 1179, 865, 1286]
column-rule: [371, 168, 372, 2254]
masthead-note: Entered at the postoffice at Findlay, Illinois, as second-class mail matter.: [1324, 284, 1454, 304]
paragraph: Washington, March 25.—A bill was passed in the senate yesterday prohibiting the importation into the United States of birds' feathers or parts of birds for ornamental purposes be prohibited. The nomination of Judson W. Lyons, of Georgia, to be register of the treasury, was received from the president. Adjourned to the 28th.: [1102, 622, 1316, 705]
card-name: G. W. PRENTISS,: [1324, 998, 1447, 1016]
subhead: ANOTHER SAD STORY.: [166, 1386, 309, 1400]
farm-headline: Herd of Duroc Jersey Swine.: [1337, 1649, 1442, 1685]
paragraph: London, March 25.—A dispatch says Corea has agreed to all the Russian demands, which include a lease of Port Arthur for 25 years as a fortified naval base and a lease of Ta-Lien-Wan for 25 years as an open port, with a right of extension.: [873, 1544, 1094, 1603]
subdeck: Twenty-Eight Lives Lost, Damage to Property $12,000,000, and Thousands of People Homeless.: [881, 1140, 1086, 1179]
paragraph: Washington, March 23.—The quarantine bill was further debated in the senate yesterday. Senator Foraker presented the credentials of his colleague, Senator Hanna, for the term as United States senator covering six years from March 4, 1899, and they were read and ordered filed.: [1102, 493, 1316, 564]
crosshead: Four Drowned.: [951, 1264, 1016, 1274]
card-name: W. G. FRAZER,: [1324, 782, 1435, 800]
crosshead: China Yields.: [955, 1529, 1012, 1540]
divider: [1324, 1093, 1454, 1094]
timetable-note: All but Nos. 77 and 78 carry passengers. Nos. 71, 72, 75 and 76 are daily except Sunday. No. 77 daily except Monday and No. 78 daily except Saturday.: [1324, 530, 1454, 582]
subscription-heading: SUBSCRIPTION IN ADVANCE.: [1345, 311, 1434, 333]
paragraph: "After three years of warfare and the use of 225,000 Spanish troops, Spain has lost control of every foot of Cuba not surrounded by an actual intrenchment and protected by a fortified picket line.: [375, 209, 637, 244]
row-label: No. 72 Mail and Express: [1324, 439, 1410, 449]
paragraph: He has issued orders to take the precautions. It is believed by the authorities that the recent efforts to incite the people against the American consul general, General Lee, have been without result. The Spanish officers in Havana are anxious, and the Spanish people are angered over the recent statements by the American press.: [644, 1554, 865, 1625]
subhead: COST OF THE FLOOD.: [915, 1119, 1053, 1133]
melcher-name: L. Melcher & Co.,: [1330, 1951, 1449, 1994]
row-label: One Year: [1324, 337, 1356, 347]
paragraph: "The scenes in the streets of Havana are harrowing beyond description. People in want and suffering are everywhere seen, and walking skeletons meet one on every hand. Naked children, emaciated and ragged women and diseased and starving men throng the streets, the hotel lobbies and every place of public resort. It is a terrible sight—one that sickens the heart and quickens every impulse of human sympathy and love.": [107, 650, 368, 733]
card-town: FINDLAY, ILLINOIS.: [1350, 949, 1429, 959]
paragraph: Washington, March 25.—In the house yesterday the naval appropriation bill was discussed.: [1102, 933, 1316, 956]
paragraph: Senator Gallinger recalled that he had heard during debates in the senate details made that a state of war existed in Cuba, but it required a brief personal observation to convince one that war is indeed cruel. A desolated country and its stricken people tell the story more eloquently than it could be told in words. "The war in Cuba, however," he said, "is a war of starvation and extermination—a war more cruel than the world has ever known.": [107, 545, 368, 629]
paragraph: Seventh—The court finds that the loss of the Maine was not in any respect due to fault or negligence on the part of any of the officers or members of the crew.: [644, 748, 865, 783]
